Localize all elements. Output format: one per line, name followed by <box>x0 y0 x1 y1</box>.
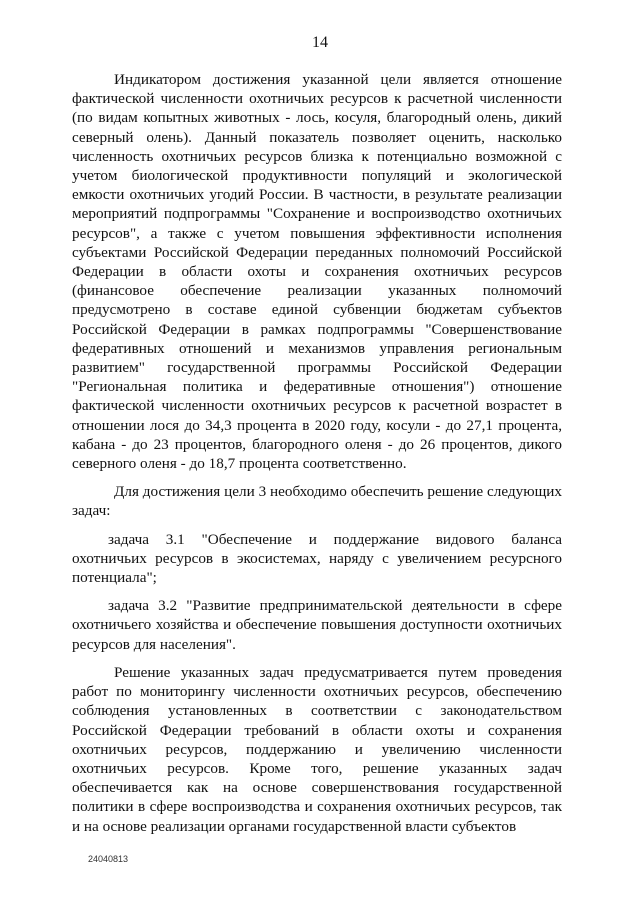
document-code: 24040813 <box>88 854 129 864</box>
paragraph-goal-3-tasks: Для достижения цели 3 необходимо обеспечить решение следующих задач: <box>72 483 562 520</box>
document-body <box>72 70 562 845</box>
paragraph-task-3-1: задача 3.1 "Обеспечение и поддержание видового баланса охотничьих ресурсов в экосистемах, наряду с увеличением ресурсного потенциала"; <box>72 530 562 587</box>
page-number: 14 <box>312 34 328 51</box>
paragraph-task-3-2: задача 3.2 "Развитие предпринимательской деятельности в сфере охотничьего хозяйства и обеспечение повышения доступности охотничьих ресурсов для населения". <box>72 597 562 653</box>
paragraph-indicator: Индикатором достижения указанной цели является отношение фактической численности охотничьих ресурсов к расчетной численности (по видам копытных животных - лось, косуля, благородный олень, дикий северный олень). Данный показатель позволяет оценить, насколько численность охотничьих ресурсов близка к потенциально возможной с учетом биологической продуктивности популяций и экологической емкости охотничьих угодий России. В частности, в результате реализации мероприятий подпрограммы "Сохранение и воспроизводство охотничьих ресурсов", а также с учетом повышения эффективности исполнения субъектами Российской Федерации переданных полномочий Российской Федерации в области охоты и сохранения охотничьих ресурсов (финансовое обеспечение реализации указанных полномочий предусмотрено в составе единой субвенции бюджетам субъектов Российской Федерации в рамках подпрограммы "Совершенствование федеративных отношений и механизмов управления региональным развитием" государственной программы Российской Федерации "Региональная политика и федеративные отношения") отношение фактической численности охотничьих ресурсов к расчетной возрастет в отношении лося до 34,3 процента в 2020 году, косули - до 27,1 процента, кабана - до 23 процентов, благородного оленя - до 26 процентов, дикого северного оленя - до 18,7 процента соответственно. <box>72 71 562 473</box>
paragraph-solution: Решение указанных задач предусматривается путем проведения работ по мониторингу численности охотничьих ресурсов, обеспечению соблюдения установленных в соответствии с законодательством Российской Федерации требований в области охоты и сохранения охотничьих ресурсов, поддержанию и увеличению численности охотничьих ресурсов. Кроме того, решение указанных задач обеспечивается как на основе совершенствования государственной политики в сфере воспроизводства и сохранения охотничьих ресурсов, так и на основе реализации органами государственной власти субъектов <box>72 663 562 835</box>
